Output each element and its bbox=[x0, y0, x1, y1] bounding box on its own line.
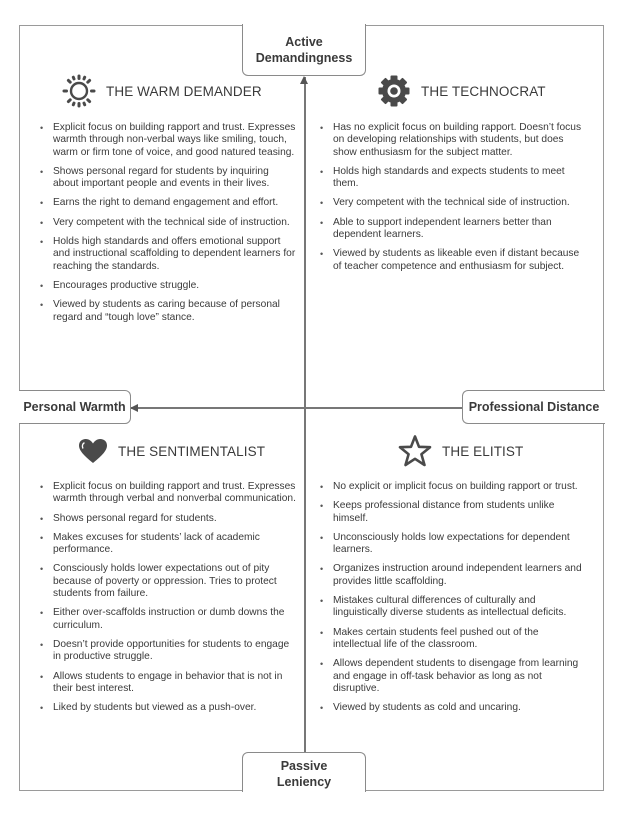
quadrant-title-text: THE WARM DEMANDER bbox=[106, 83, 262, 99]
list-item: • Doesn’t provide opportunities for students to engage in productive struggle. bbox=[38, 639, 296, 664]
list-item: • Viewed by students as caring because of personal regard and “tough love” stance. bbox=[38, 299, 296, 324]
axis-label-professional-distance: Professional Distance bbox=[462, 390, 605, 424]
list-item: • Mistakes cultural differences of culturally and linguistically diverse students as intellectual deficits. bbox=[318, 595, 586, 620]
list-item: • Makes certain students feel pushed out of the intellectual life of the classroom. bbox=[318, 627, 586, 652]
list-item: • Explicit focus on building rapport and trust. Expresses warmth through verbal and nonverbal communication. bbox=[38, 481, 296, 506]
list-item: • Very competent with the technical side of instruction. bbox=[38, 217, 296, 229]
warm-demander-list bbox=[38, 122, 296, 331]
gear-icon bbox=[377, 74, 411, 108]
quadrant-title-technocrat bbox=[377, 74, 546, 108]
list-item: • Allows dependent students to disengage from learning and engage in off-task behavior as long as not disruptive. bbox=[318, 658, 586, 695]
list-item: • Able to support independent learners better than dependent learners. bbox=[318, 217, 586, 242]
list-item: • Liked by students but viewed as a push-over. bbox=[38, 702, 296, 714]
technocrat-list bbox=[318, 122, 586, 280]
elitist-list bbox=[318, 481, 586, 721]
list-item: • Makes excuses for students’ lack of academic performance. bbox=[38, 532, 296, 557]
list-item: • No explicit or implicit focus on building rapport or trust. bbox=[318, 481, 586, 493]
quadrant-title-sentimentalist bbox=[78, 438, 265, 464]
list-item: • Shows personal regard for students by inquiring about important people and events in their lives. bbox=[38, 166, 296, 191]
list-item: • Shows personal regard for students. bbox=[38, 513, 296, 525]
axis-label-passive-leniency bbox=[242, 752, 366, 792]
horizontal-axis-line bbox=[131, 407, 462, 409]
axis-label-top-line2: Demandingness bbox=[255, 50, 353, 65]
list-item: • Allows students to engage in behavior that is not in their best interest. bbox=[38, 671, 296, 696]
sentimentalist-list bbox=[38, 481, 296, 721]
list-item: • Very competent with the technical side of instruction. bbox=[318, 197, 586, 209]
heart-icon bbox=[78, 438, 108, 464]
axis-label-bottom-line1: Passive bbox=[280, 758, 328, 773]
sun-icon bbox=[62, 74, 96, 108]
list-item: • Viewed by students as likeable even if distant because of teacher competence and enthusiasm for subject. bbox=[318, 248, 586, 273]
arrow-up-icon bbox=[300, 76, 308, 84]
quadrant-title-text: THE SENTIMENTALIST bbox=[118, 443, 266, 459]
arrow-left-icon bbox=[130, 404, 138, 412]
list-item: • Encourages productive struggle. bbox=[38, 280, 296, 292]
quadrant-title-text: THE ELITIST bbox=[442, 443, 524, 459]
quadrant-title-text: THE TECHNOCRAT bbox=[421, 83, 546, 99]
list-item: • Organizes instruction around independent learners and provides little scaffolding. bbox=[318, 563, 586, 588]
list-item: • Holds high standards and offers emotional support and instructional scaffolding to dependent learners for reaching the standards. bbox=[38, 236, 296, 273]
axis-label-active-demandingness bbox=[242, 24, 366, 76]
quadrant-title-warm-demander bbox=[62, 74, 262, 108]
axis-label-top-line1: Active bbox=[285, 34, 323, 49]
list-item: • Holds high standards and expects students to meet them. bbox=[318, 166, 586, 191]
axis-label-personal-warmth: Personal Warmth bbox=[19, 390, 131, 424]
list-item: • Viewed by students as cold and uncaring. bbox=[318, 702, 586, 714]
list-item: • Has no explicit focus on building rapport. Doesn’t focus on developing relationships with students, but does show enthusiasm for the subject matter. bbox=[318, 122, 586, 159]
quadrant-title-elitist bbox=[398, 434, 523, 468]
star-icon bbox=[398, 434, 432, 468]
list-item: • Explicit focus on building rapport and trust. Expresses warmth through non-verbal ways like smiling, touch, warm or firm tone of voice, and good natured teasing. bbox=[38, 122, 296, 159]
list-item: • Unconsciously holds low expectations for dependent learners. bbox=[318, 532, 586, 557]
axis-label-bottom-line2: Leniency bbox=[276, 774, 332, 789]
list-item: • Either over-scaffolds instruction or dumb downs the curriculum. bbox=[38, 607, 296, 632]
list-item: • Keeps professional distance from students unlike himself. bbox=[318, 500, 586, 525]
list-item: • Earns the right to demand engagement and effort. bbox=[38, 197, 296, 209]
list-item: • Consciously holds lower expectations out of pity because of poverty or oppression. Tries to protect students from failure. bbox=[38, 563, 296, 600]
vertical-axis-line bbox=[304, 77, 306, 767]
